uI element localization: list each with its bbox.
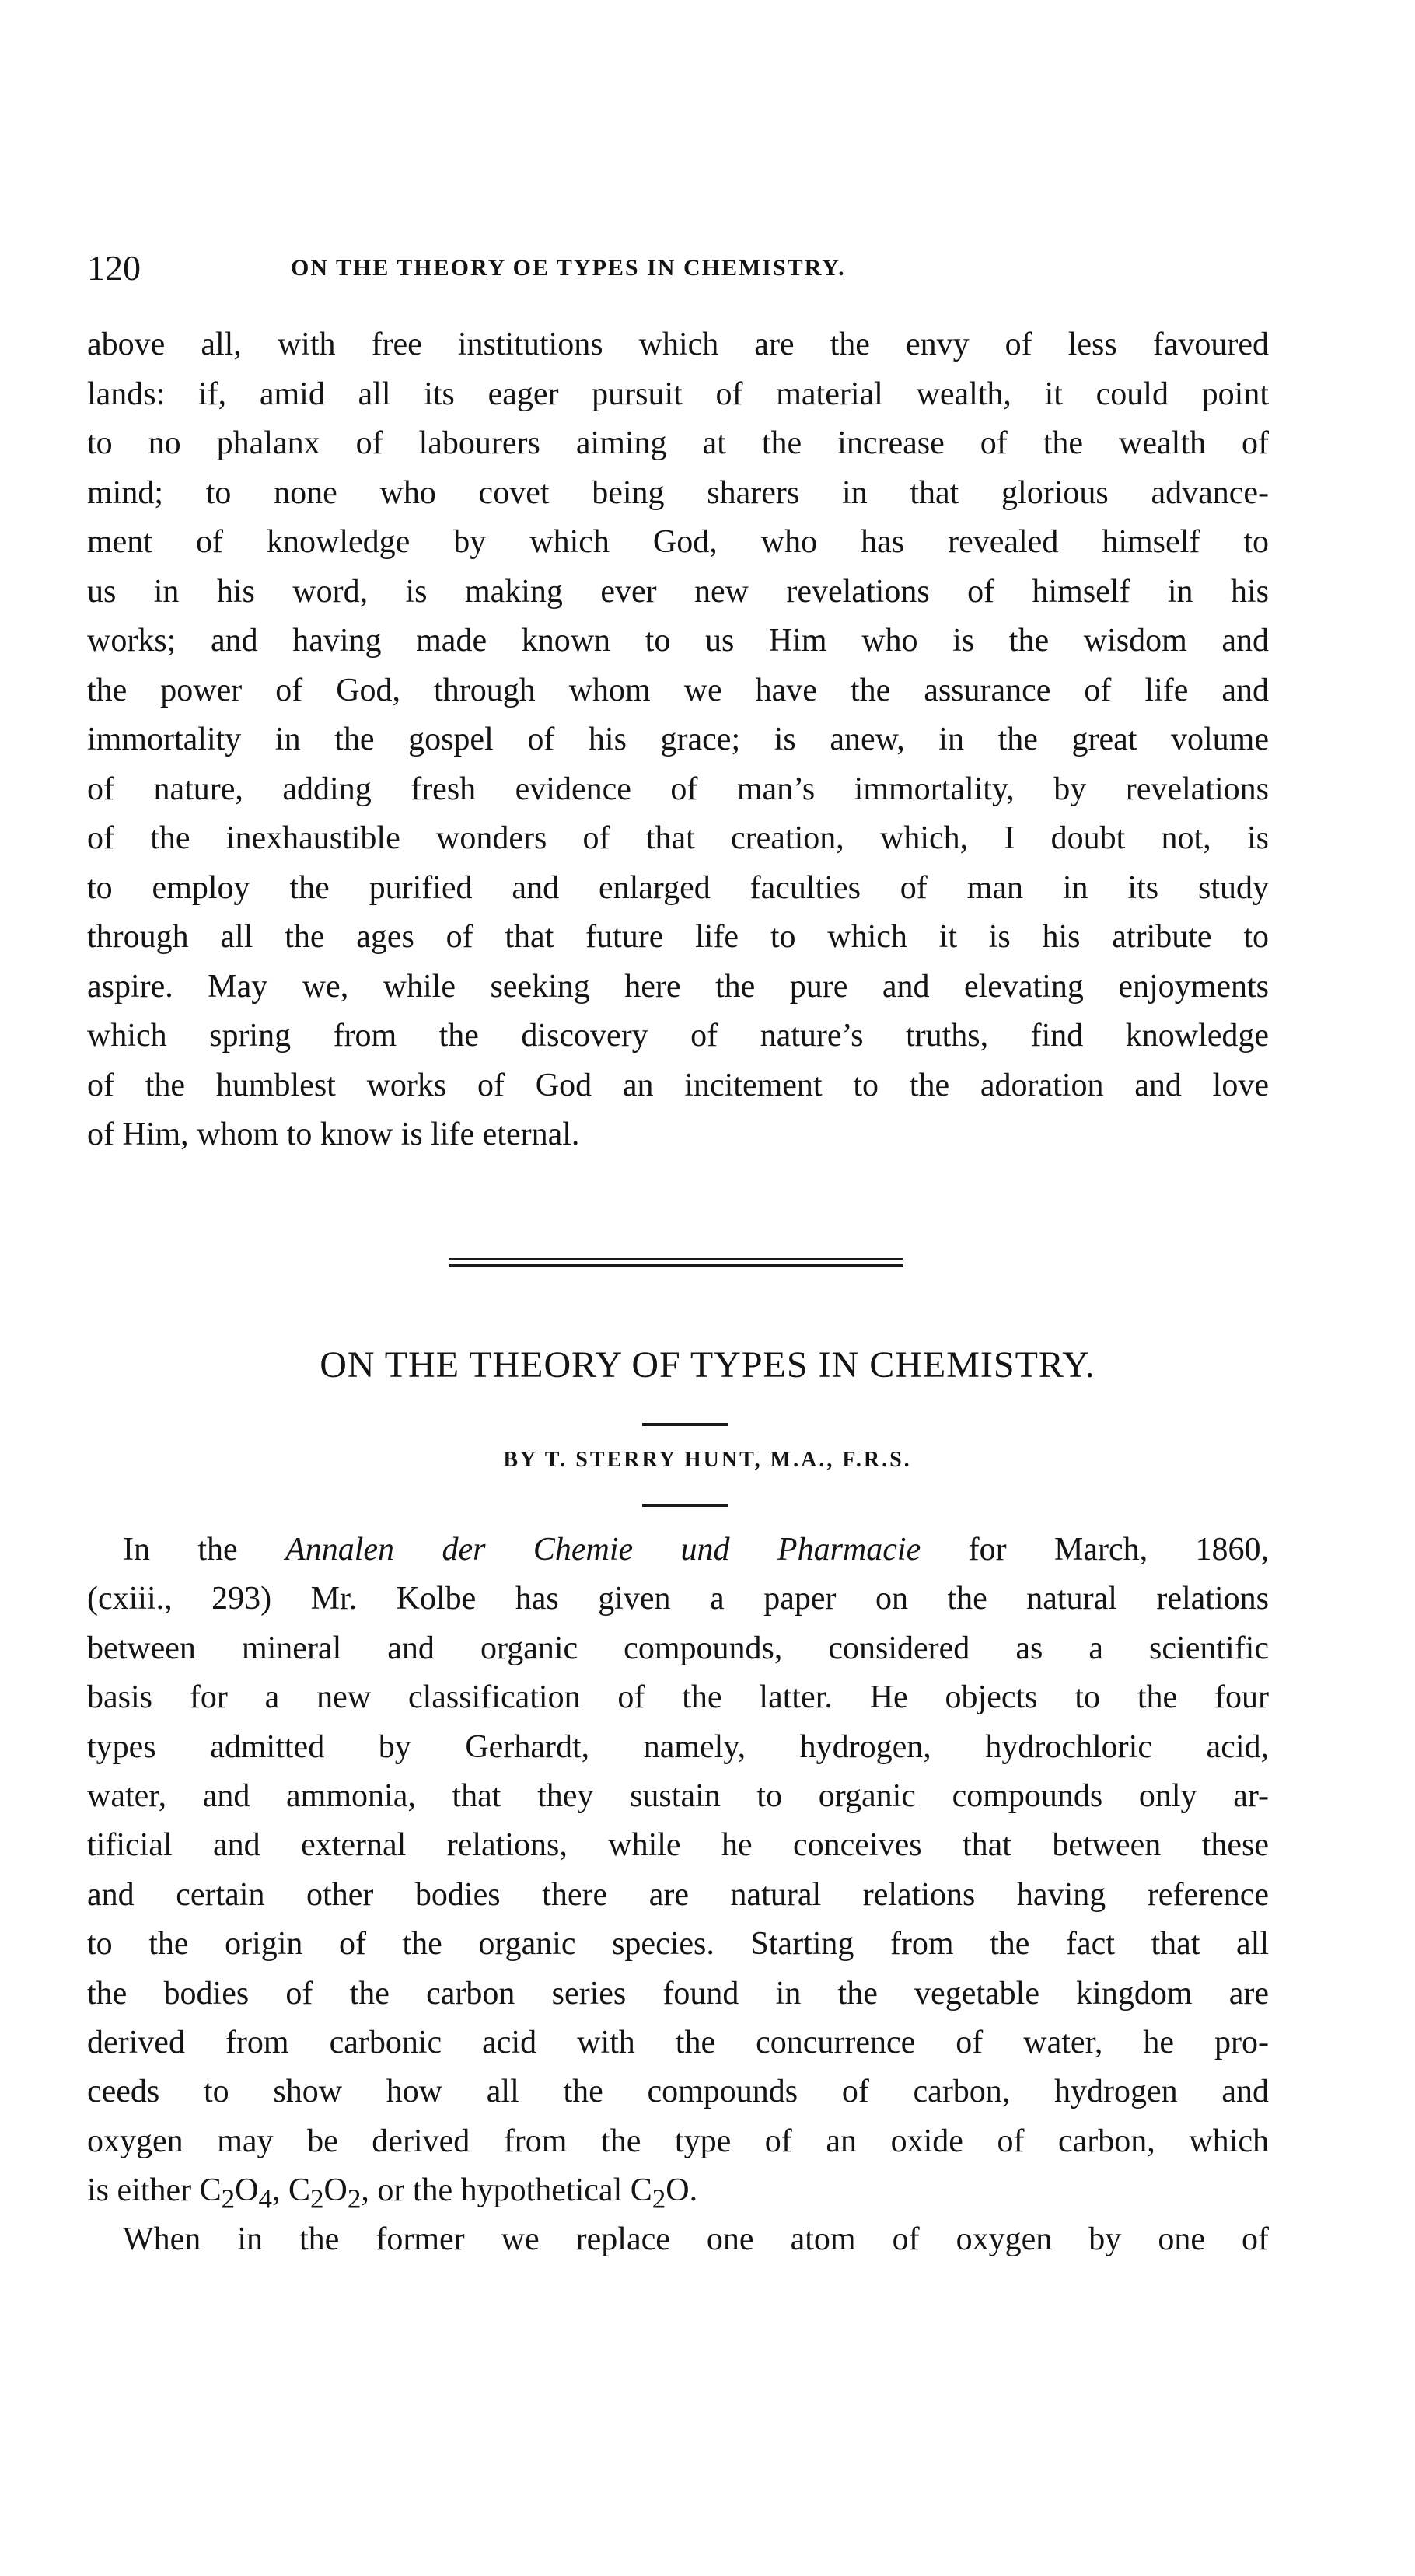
title-rule (642, 1423, 728, 1426)
formula-c2o4 (199, 2172, 272, 2214)
running-title: ON THE THEORY OE TYPES IN CHEMISTRY. (291, 255, 846, 281)
text-line: above all, with free institutions which are the envy of less favoured (87, 327, 1269, 362)
first-line-suffix: for March, 1860, (921, 1532, 1269, 1568)
text-line: tificial and external relations, while he conceives that between these (87, 1827, 1269, 1864)
text-line: types admitted by Gerhardt, namely, hydrogen, hydrochloric acid, (87, 1728, 1269, 1765)
section-separator-rule (449, 1255, 903, 1271)
text-line: works; and having made known to us Him who is the wisdom and (87, 623, 1269, 659)
article-title: ON THE THEORY OF TYPES IN CHEMISTRY. (320, 1344, 1095, 1386)
formula-line-end: . (689, 2172, 698, 2209)
formula-symbol: C (630, 2172, 652, 2209)
text-line: the bodies of the carbon series found in the vegetable kingdom are (87, 1975, 1269, 2012)
formula-subscript: 4 (258, 2183, 272, 2214)
text-line: to no phalanx of labourers aiming at the increase of the wealth of (87, 425, 1269, 461)
text-line: of Him, whom to know is life eternal. (87, 1117, 580, 1152)
text-line: and certain other bodies there are natural relations having reference (87, 1876, 1269, 1913)
formula-c2o (630, 2172, 690, 2214)
running-head (87, 247, 1269, 294)
formula-symbol: C (288, 2172, 310, 2209)
text-line: derived from carbonic acid with the concurrence of water, he pro- (87, 2024, 1269, 2060)
text-line: water, and ammonia, that they sustain to organic compounds only ar- (87, 1777, 1269, 1814)
text-line: which spring from the discovery of nature’s truths, find knowledge (87, 1018, 1269, 1054)
text-line: of the humblest works of God an incitement to the adoration and love (87, 1067, 1269, 1103)
paragraph-start: When in the former we replace one atom of oxygen by one of (123, 2221, 1269, 2258)
page-number: 120 (87, 248, 141, 288)
author-byline: BY T. STERRY HUNT, M.A., F.R.S. (503, 1448, 912, 1472)
formula-symbol: O (235, 2172, 259, 2209)
previous-article-text (87, 320, 1269, 1160)
text-line: of nature, adding fresh evidence of man’s immortality, by revelations (87, 771, 1269, 807)
formula-line (87, 2166, 1269, 2215)
text-line: aspire. May we, while seeking here the pure and elevating enjoyments (87, 968, 1269, 1005)
text-line-last (87, 2215, 1269, 2264)
text-line: between mineral and organic compounds, considered as a scientific (87, 1630, 1269, 1666)
formula-symbol: C (199, 2172, 222, 2209)
article-body-text (87, 1526, 1269, 2265)
formula-separator: , (271, 2172, 288, 2209)
byline-rule (642, 1504, 728, 1507)
text-line: to employ the purified and enlarged faculties of man in its study (87, 869, 1269, 906)
text-line: mind; to none who covet being sharers in that glorious advance- (87, 474, 1269, 511)
formula-separator: , or the hypothetical (361, 2172, 631, 2209)
separator-rule-upper (449, 1258, 903, 1260)
text-line: ceeds to show how all the compounds of carbon, hydrogen and (87, 2074, 1269, 2110)
formula-symbol: O (666, 2172, 690, 2209)
text-line: ment of knowledge by which God, who has revealed himself to (87, 524, 1269, 560)
text-line: basis for a new classification of the latter. He objects to the four (87, 1679, 1269, 1716)
formula-c2o2 (288, 2172, 362, 2214)
separator-rule-lower (449, 1264, 903, 1267)
text-line: lands: if, amid all its eager pursuit of material wealth, it could point (87, 376, 1269, 412)
text-line: through all the ages of that future life to which it is his atribute to (87, 919, 1269, 955)
formula-line-prefix: is either (87, 2172, 200, 2209)
first-line-prefix: In the (123, 1532, 286, 1568)
text-line: us in his word, is making ever new revelations of himself in his (87, 573, 1269, 610)
text-line: oxygen may be derived from the type of an oxide of carbon, which (87, 2123, 1269, 2159)
text-line: the power of God, through whom we have the assurance of life and (87, 672, 1269, 708)
formula-subscript: 2 (310, 2183, 324, 2214)
formula-subscript: 2 (652, 2183, 666, 2214)
text-line: (cxiii., 293) Mr. Kolbe has given a paper on the natural relations (87, 1581, 1269, 1617)
formula-subscript: 2 (347, 2183, 362, 2214)
formula-symbol: O (323, 2172, 348, 2209)
journal-title: Annalen der Chemie und Pharmacie (285, 1532, 921, 1568)
text-line: of the inexhaustible wonders of that creation, which, I doubt not, is (87, 820, 1269, 856)
text-line: to the origin of the organic species. Starting from the fact that all (87, 1926, 1269, 1963)
formula-subscript: 2 (221, 2183, 236, 2214)
text-line-first (87, 1526, 1269, 1575)
text-line: immortality in the gospel of his grace; is anew, in the great volume (87, 722, 1269, 757)
